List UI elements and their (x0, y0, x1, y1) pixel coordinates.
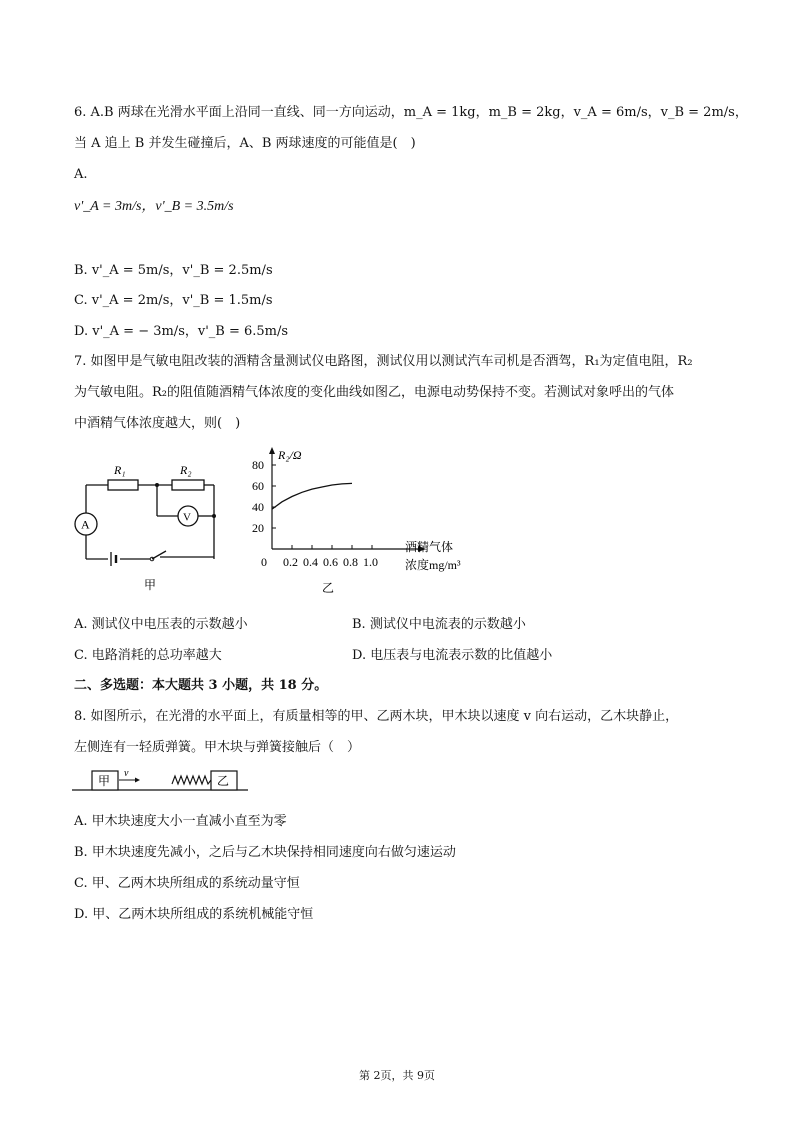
label-r1: R₁ (114, 463, 126, 477)
q8-stem-line2: 左侧连有一轻质弹簧。甲木块与弹簧接触后（ ） (74, 740, 361, 755)
x-tick-label: 1.0 (363, 555, 378, 569)
label-block-yi: 乙 (217, 774, 230, 788)
q8-option-b: B. 甲木块速度先减小，之后与乙木块保持相同速度向右做匀速运动 (74, 845, 456, 860)
y-tick-label: 20 (252, 521, 264, 535)
q8-option-a: A. 甲木块速度大小一直减小直至为零 (74, 814, 287, 829)
q6-option-c: C. v'_A = 2m/s，v'_B = 1.5m/s (74, 293, 273, 308)
resistor-r1 (108, 480, 138, 490)
y-tick-label: 40 (252, 500, 264, 514)
spring (172, 776, 211, 784)
section-heading-multi-choice: 二、多选题：本大题共 3 小题，共 18 分。 (74, 678, 328, 693)
label-ammeter: A (81, 517, 90, 532)
resistance-curve (272, 483, 352, 509)
junction-dot (155, 483, 159, 487)
label-voltmeter: V (183, 511, 191, 524)
caption-jia: 甲 (144, 578, 157, 592)
q8-option-c: C. 甲、乙两木块所组成的系统动量守恒 (74, 876, 300, 891)
q7-option-b: B. 测试仪中电流表的示数越小 (352, 617, 526, 632)
q6-stem-line2: 当 A 追上 B 并发生碰撞后，A、B 两球速度的可能值是( ) (74, 136, 416, 151)
graph-ylabel: R₂/Ω (278, 448, 302, 462)
q6-option-b: B. v'_A = 5m/s，v'_B = 2.5m/s (74, 263, 273, 278)
switch-lever (152, 551, 166, 559)
q8-blocks-diagram (72, 765, 252, 797)
y-axis-arrow (269, 447, 275, 454)
graph-xlabel-line1: 酒精气体 (405, 540, 454, 554)
label-r2: R₂ (180, 463, 192, 477)
q7-option-c: C. 电路消耗的总功率越大 (74, 648, 222, 663)
q7-option-d: D. 电压表与电流表示数的比值越小 (352, 648, 553, 663)
caption-yi: 乙 (322, 581, 335, 595)
y-tick-label: 60 (252, 479, 264, 493)
q8-option-d: D. 甲、乙两木块所组成的系统机械能守恒 (74, 907, 314, 922)
x-tick-label: 0.2 (283, 555, 298, 569)
y-tick-label: 80 (252, 458, 264, 472)
q7-stem-line2: 为气敏电阻。R₂的阻值随酒精气体浓度的变化曲线如图乙，电源电动势保持不变。若测试对象呼出的气体 (74, 385, 675, 400)
label-block-jia: 甲 (98, 774, 111, 788)
q7-circuit-diagram (70, 455, 230, 595)
graph-xlabel-line2: 浓度mg/m³ (405, 558, 461, 572)
junction-dot (212, 514, 216, 518)
x-tick-label: 0.6 (323, 555, 338, 569)
label-velocity: v (124, 768, 129, 779)
q7-stem-line1: 7. 如图甲是气敏电阻改装的酒精含量测试仪电路图，测试仪用以测试汽车司机是否酒驾，R₁为定值电阻，R₂ (74, 354, 693, 369)
q6-option-a: v'_A = 3m/s，v'_B = 3.5m/s (74, 199, 234, 214)
x-tick-label: 0.8 (343, 555, 358, 569)
velocity-arrow-head (135, 778, 140, 783)
q6-option-a-label: A. (74, 167, 88, 182)
x-tick-label: 0.4 (303, 555, 318, 569)
q6-stem-line1: 6. A.B 两球在光滑水平面上沿同一直线、同一方向运动，m_A = 1kg，m_B = 2kg，v_A = 6m/s，v_B = 2m/s， (74, 105, 748, 120)
page-number-footer: 第 2页，共 9页 (359, 1069, 435, 1082)
q6-option-d: D. v'_A = − 3m/s，v'_B = 6.5m/s (74, 324, 289, 339)
graph-origin: 0 (261, 555, 267, 569)
q7-resistance-graph (250, 445, 490, 595)
q7-stem-line3: 中酒精气体浓度越大，则( ) (74, 416, 241, 431)
q7-option-a: A. 测试仪中电压表的示数越小 (74, 617, 248, 632)
resistor-r2 (172, 480, 204, 490)
q8-stem-line1: 8. 如图所示，在光滑的水平面上，有质量相等的甲、乙两木块，甲木块以速度 v 向右运动，乙木块静止， (74, 709, 679, 724)
